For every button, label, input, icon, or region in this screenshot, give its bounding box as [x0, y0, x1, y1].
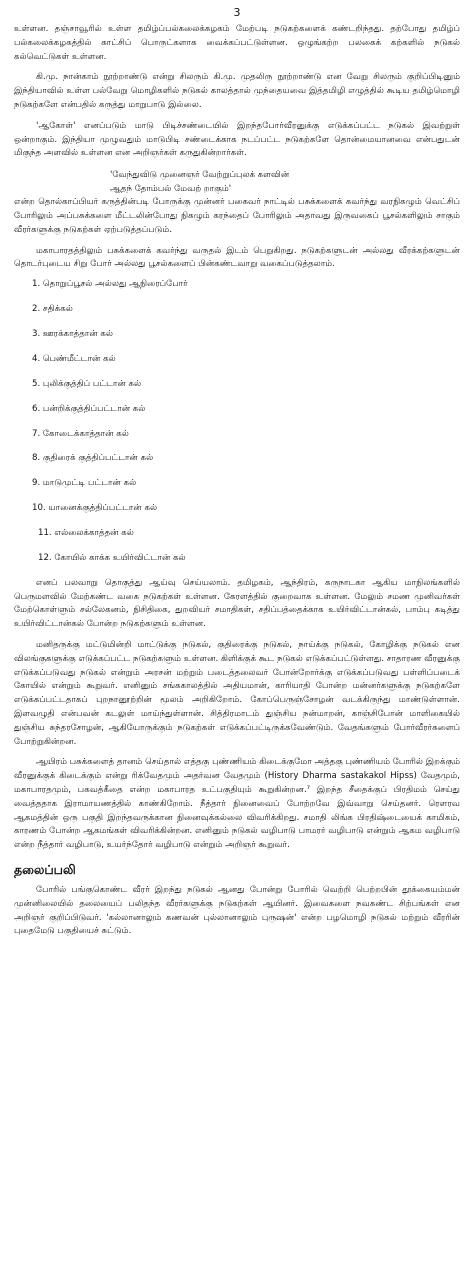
paragraph-continued: உள்ளன. தஞ்சாவூரில் உள்ள தமிழ்ப்பல்கலைக்கழகம் மேற்படி நடுகற்களைக் கண்டறிந்தது. தற்போது தமிழ்ப் பல்கலைக்கழகத்தில் காட்சிப் பொருட்களாக வைக்கப்பட்டுள்ளன. ஒழுங்கற்ற பலகைக் கற்களில் நடுகல் கல்வெட்டுகள் உள்ளன.: [14, 24, 460, 62]
list-item: 7. கோடைக்காத்தான் கல்: [32, 428, 129, 439]
paragraph-thalaippali: போரில் பங்குகொண்ட வீரர் இறந்து நடுகல் ஆனது போன்று போரில் வெற்றி பெற்றபின் தூக்கையம்மன் முன்னிலையில் தலையைப் பலிதந்த வீரர்களுக்கு நடுகற்கள் ஆயினர். இவைகளை நவகண்ட சிற்பங்கள் என அறிஞர் குறிப்பிடுவர். 'கல்லானாலும் கணவன் புல்லானாலும் புருஷன்' என்ற பழமொழி நடுகல் மற்றும் வீரரின் புதைமேடு பகுதியைச் சுட்டும்.: [14, 884, 460, 937]
list-item: 4. பெண்மீட்டான் கல்: [32, 353, 116, 364]
paragraph-mahabharata: மகாபாரதத்திலும் பசுக்களைக் கவர்ந்து வருதல் இடம் பெறுகிறது. நடுகற்களுடன் அல்லது வீரக்கற்களுடன் தொடர்புடைய சிறு போர் அல்லது பூசல்களைப் பின்கண்டவாறு வகைப்படுத்தலாம்.: [14, 245, 460, 270]
paragraph-regions: எனப் பலவாறு தொகுத்து ஆய்வு செய்யலாம். தமிழகம், ஆந்திரம், கருநாடகா ஆகிய மாநிலங்களில் பெருமளவில் மேற்கண்ட வகை நடுகற்கள் உள்ளன. கேரளத்தில் குறைவாக உள்ளன. மேலும் சமண முனிவர்கள் மேற்கொள்ளும் சல்லேகனம், நிசிதிகை, துறவியர் சமாதிகள், சதிப்பத்தைக்காக உயிர்விட்டான்கல், பாம்பு கடித்து உயிர்விட்டான்கல் போன்ற நடுகற்களும் உள்ளன.: [14, 577, 460, 630]
nadukal-type-list: [14, 278, 460, 577]
paragraph-after-verse: என்ற தொல்காப்பியர் கருத்தின்படி போருக்கு முன்னர் பகைவர் நாட்டில் பசுக்களைக் கவர்ந்து வரநிகழும் வெட்சிப் போரிலும் அப்பசுக்களை மீட்டலின்போது நிகழும் கரந்தைப் போரிலும் அதாவது இருவகைப் பூசல்களிலும் சாகும் வீரர்களுக்கு நடுகற்கள் ஏற்படுத்தப்படும்.: [14, 197, 460, 235]
section-heading: தலைப்பலி: [14, 861, 76, 877]
list-item: 9. மாடுமுட்டி பட்டான் கல்: [32, 478, 137, 489]
list-item: 12. கோயில் காக்க உயிர்விட்டான் கல்: [38, 552, 186, 563]
list-item: 11. எல்லைக்காத்தன் கல்: [38, 528, 134, 539]
paragraph-vedas: ஆயிரம் பசுக்களைத் தானம் செய்தால் எத்தகு புண்ணியம் கிடைக்குமோ அத்தகு புண்ணியம் போரில் இறக்கும் வீரனுக்குக் கிடைக்கும் என்று ரிக்வேதமும் அதர்வன வேதமும் (History Dharma sastakakol Hipss) வேதமும், மகாபாரதமும், பகவத்கீதை என்ற மகாபாரத உட்பகுதியும் கூறுகின்றன.⁷ இறந்த சீதைக்குப் பிரதிமம் செய்து வைத்ததாக இராமாயணத்தில் காண்கிறோம். நீத்தார் நினைவைப் போற்றவே இவ்வாறு செய்தனர். ரௌரவ ஆகமத்தின் ஒரு பகுதி இறந்தவருக்கான நினைவுக்கல்லை விவரிக்கிறது. சமாதி லிங்க பிரதிஷ்டையைக் காமிகம், காரணம் போன்ற ஆகமங்கள் விவரிக்கின்றன. எனினும் நடுகல் வழிபாடு பாமரர் வழிபாடு என்றும் ஆகம வழிபாடு என்ற நீத்தார் வழிபாடு, உயர்ந்தோர் வழிபாடு என்றும் அறிஞர் கூறுவர்.: [14, 757, 460, 851]
paragraph-nadukal-age: கி.மு. நான்காம் நூற்றாண்டு என்று சிலரும் கி.மு. முதலிரு நூற்றாண்டு என வேறு சிலரும் குறிப்பிடினும் இந்தியாவில் உள்ள பல்வேறு மொழிகளில் நடுகல் காலத்தால் முந்தையவை இத்தமிழி எழுத்தில் கூடிய தமிழ்மொழி நடுகற்களே என்பதில் கருத்து மாறுபாடு இல்லை.: [14, 72, 460, 110]
list-item: 8. குதிரைக் குத்திப்பட்டான் கல்: [32, 453, 154, 464]
list-item: 10. யானைக்குத்திப்பட்டான் கல்: [32, 503, 158, 514]
list-item: 6. பன்றிக்குத்திப்பட்டான் கல்: [32, 403, 146, 414]
paragraph-animals: மனிதருக்கு மட்டுமின்றி மாட்டுக்கு நடுகல், குதிரைக்கு நடுகல், நாய்க்கு நடுகல், கோழிக்கு நடுகல் என விலங்குகளுக்கு எடுக்கப்பட்ட நடுகற்களும் உள்ளன. கிளிக்குக் கூட நடுகல் எடுக்கப்பட்டுள்ளது. சாதாரண வீரனுக்கு எடுக்கப்படுவது நடுகல் என்றும் அரசன் மற்றும் படைத்தலைவர் போன்றோர்க்கு எடுக்கப்படுவது பள்ளிப்படைக் கோயில் என்றும் கூறுவர். எனினும் சங்ககாலத்தில் அதியமான், காரியாதி போன்ற மன்னர்களுக்கு நடுகற்களே எடுக்கப்பட்டதாகப் புறநானூற்றின் மூலம் அறிகிறோம். கோப்பெருஞ்சோழன் வடக்கிருந்து மாண்டுள்ளான். இளவழுதி என்பவன் கடலுள் மாய்ந்துள்ளான். சித்திரமாடம் துஞ்சிய நன்மாறன், காஞ்சிபோன் மாளிகையில் துஞ்சிய சுந்தரசோழன், ஆகியோருக்கும் நடுகற்கள் எடுக்கப்பட்டிருக்கவேண்டும். வேதங்களும் போர்வீரர்களைப் போற்றுகின்றன.: [14, 640, 460, 747]
verse-line: 'வேந்துவிடு முனைஞர் வேற்றுப்புலக் களவின்: [110, 170, 290, 181]
page-number: 3: [233, 6, 241, 19]
list-item: 1. தொறுப்பூசல் அல்லது ஆநிரைப்போர்: [32, 279, 188, 290]
tolkappiyam-verse: [110, 168, 460, 196]
list-item: 2. சதிக்கல்: [32, 304, 73, 315]
list-item: 3. ஊரக்காத்தான் கல்: [32, 328, 114, 339]
verse-line: ஆதந் தோம்பல் மேவற் றாகும்': [110, 184, 232, 195]
list-item: 5. புலிக்குத்திப் பட்டான் கல்: [32, 378, 142, 389]
paragraph-aakol: 'ஆகோள்' எனப்படும் மாடு பிடிச்சண்டையில் இறந்தபோர்வீரனுக்கு எடுக்கப்பட்ட நடுகல் இவற்றுள் ஒன்றாகும். இந்தியா முழுவதும் மாடுபிடி சண்டைக்காக நடப்பட்ட நடுகற்களே தொன்மையானவை என்பதுடன் மிகுந்த அளவில் உள்ளன என அறிஞர்கள் கருதுகின்றார்கள்.: [14, 120, 460, 159]
